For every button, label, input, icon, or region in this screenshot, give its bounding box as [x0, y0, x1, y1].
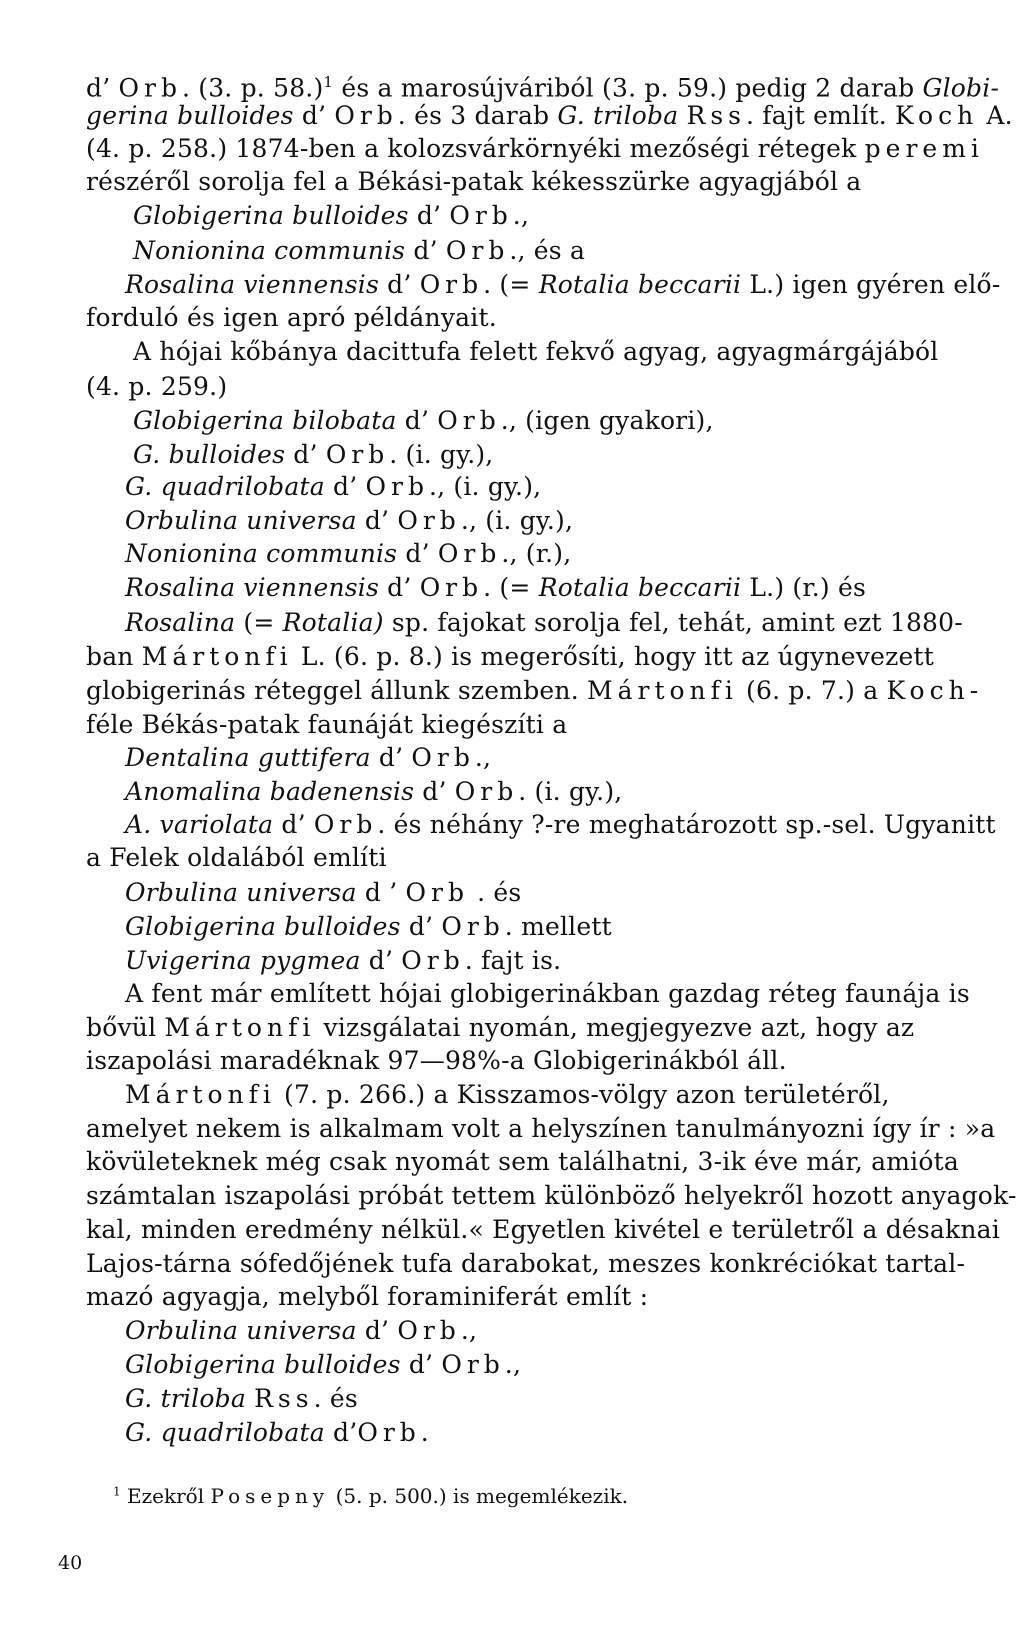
text-line: A fent már említett hójai globigerinákban gazdag réteg faunája is — [125, 979, 970, 1008]
text-line: kal, minden eredmény nélkül.« Egyetlen kivétel e területről a désaknai — [86, 1215, 1000, 1244]
text-line: (4. p. 258.) 1874-ben a kolozsvárkörnyéki mezőségi rétegek peremi — [86, 134, 984, 163]
text-line: gerina bulloides d’ Orb. és 3 darab G. triloba Rss. fajt említ. Koch A. — [86, 101, 1013, 130]
text-line: Globigerina bilobata d’ Orb., (igen gyakori), — [133, 406, 714, 435]
text-line: Orbulina universa d’ Orb., (i. gy.), — [125, 506, 574, 535]
text-line: amelyet nekem is alkalmam volt a helyszínen tanulmányozni így ír : »a — [86, 1114, 996, 1143]
text-line: bővül Mártonfi vizsgálatai nyomán, megjegyezve azt, hogy az — [86, 1013, 915, 1042]
text-line: Rosalina viennensis d’ Orb. (= Rotalia beccarii L.) (r.) és — [125, 573, 867, 602]
text-line: (4. p. 259.) — [86, 372, 228, 401]
text-line: Anomalina badenensis d’ Orb. (i. gy.), — [125, 777, 623, 806]
footnote: $^1$ Ezekről Posepny (5. p. 500.) is megemlékezik. — [113, 1484, 629, 1508]
text-line: Rosalina (= Rotalia) sp. fajokat sorolja fel, tehát, amint ezt 1880- — [125, 608, 963, 637]
text-line: Orbulina universa d’ Orb., — [125, 1316, 478, 1345]
text-line: A. variolata d’ Orb. és néhány ?-re meghatározott sp.-sel. Ugyanitt — [125, 810, 996, 839]
text-line: Orbulina universa d ’ Orb . és — [125, 878, 522, 907]
text-line: forduló és igen apró példányait. — [86, 303, 497, 332]
text-line: Globigerina bulloides d’ Orb., — [133, 201, 530, 230]
text-line: a Felek oldalából említi — [86, 843, 387, 872]
text-line: Dentalina guttifera d’ Orb., — [125, 743, 492, 772]
text-line: kövületeknek még csak nyomát sem találhatni, 3-ik éve már, amióta — [86, 1147, 959, 1176]
text-line: mazó agyagja, melyből foraminiferát említ : — [86, 1282, 649, 1311]
text-line: G. bulloides d’ Orb. (i. gy.), — [133, 440, 494, 469]
text-line: Globigerina bulloides d’ Orb. mellett — [125, 912, 612, 941]
text-line: Mártonfi (7. p. 266.) a Kisszamos-völgy azon területéről, — [125, 1080, 890, 1109]
text-line: féle Békás-patak faunáját kiegészíti a — [86, 710, 568, 739]
text-line: részéről sorolja fel a Békási-patak kékesszürke agyagjából a — [86, 167, 862, 196]
text-line: G. quadrilobata d’Orb. — [125, 1418, 429, 1447]
text-line: G. triloba Rss. és — [125, 1384, 358, 1413]
text-line: Nonionina communis d’ Orb., és a — [133, 236, 586, 265]
text-line: Globigerina bulloides d’ Orb., — [125, 1350, 522, 1379]
text-line: A hójai kőbánya dacittufa felett fekvő agyag, agyagmárgájából — [133, 337, 939, 366]
text-line: Uvigerina pygmea d’ Orb. fajt is. — [125, 946, 562, 975]
text-line: ban Mártonfi L. (6. p. 8.) is megerősíti, hogy itt az úgynevezett — [86, 642, 934, 671]
text-line: Lajos-tárna sófedőjének tufa darabokat, meszes konkréciókat tartal- — [86, 1249, 966, 1278]
text-line: számtalan iszapolási próbát tettem különböző helyekről hozott anyagok- — [86, 1181, 1017, 1210]
text-line: globigerinás réteggel állunk szemben. Mártonfi (6. p. 7.) a Koch- — [86, 676, 979, 705]
page-number: 40 — [58, 1552, 83, 1574]
text-line: iszapolási maradéknak 97—98%-a Globigerinákból áll. — [86, 1046, 787, 1075]
text-line: Rosalina viennensis d’ Orb. (= Rotalia beccarii L.) igen gyéren elő- — [125, 270, 1001, 299]
text-line: Nonionina communis d’ Orb., (r.), — [125, 539, 572, 568]
text-line: d’ Orb. (3. p. 58.)$^1$ és a marosújváriból (3. p. 59.) pedig 2 darab Globi- — [86, 73, 1000, 103]
text-line: G. quadrilobata d’ Orb., (i. gy.), — [125, 472, 542, 501]
